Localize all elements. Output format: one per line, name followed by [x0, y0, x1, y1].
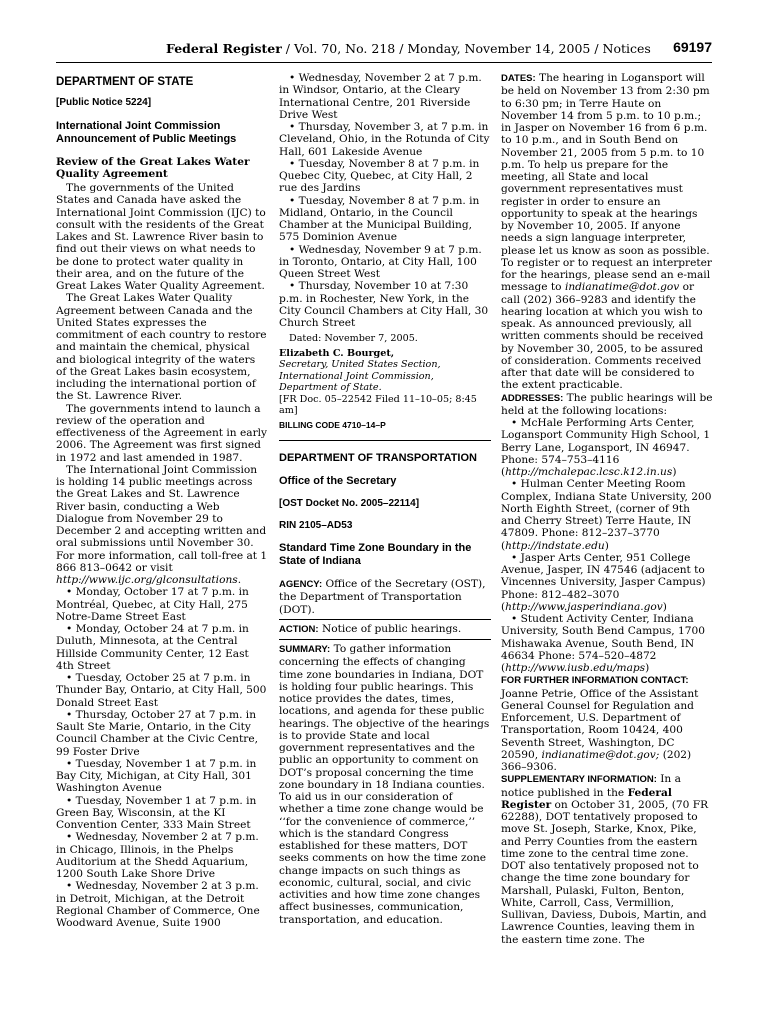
location-link[interactable]: http://www.jasperindiana.gov [505, 600, 663, 613]
page-number: 69197 [673, 39, 712, 55]
public-notice-number: [Public Notice 5224] [56, 97, 152, 109]
meeting-item: • Tuesday, November 8 at 7 p.m. in Quebec City, Quebec, at City Hall, 2 rue des Jardins [279, 157, 480, 195]
column-1 [56, 72, 268, 929]
department-heading: DEPARTMENT OF TRANSPORTATION [279, 452, 477, 464]
meeting-item: • Thursday, November 10 at 7:30 p.m. in Rochester, New York, in the City Council Chambers at City Hall, 30 Church Street [279, 280, 489, 329]
meeting-item: • Monday, October 17 at 7 p.m. in Montréal, Quebec, at City Hall, 275 Notre-Dame Street East [56, 586, 249, 623]
field-rule [279, 639, 491, 640]
agency-field: AGENCY: Office of the Secretary (OST), the Department of Transportation (DOT). [279, 578, 486, 616]
signer-title: Secretary, United States Section, International Joint Commission, Department of State. [279, 359, 441, 394]
header-rule [56, 62, 712, 63]
notice-title: International Joint Commission Announcement of Public Meetings [56, 119, 237, 145]
meeting-item: • Tuesday, November 1 at 7 p.m. in Bay City, Michigan, at City Hall, 301 Washington Avenue [56, 757, 257, 795]
further-info-field: FOR FURTHER INFORMATION CONTACT: Joanne Petrie, Office of the Assistant General Counsel for Regulation and Enforcement, U.S. Department of Transportation, Room 10424, 400 Seventh Street, Washington, DC 20590, indianatime@dot.gov; (202) 366–9306. [501, 675, 699, 773]
journal-name: Federal Register [166, 41, 282, 56]
location-item: • McHale Performing Arts Center, Logansport Community High School, 1 Berry Lane, Logansport, IN 46947. Phone: 574–753–4116 (http://mchalepac.lcsc.k12.in.us) [501, 417, 711, 478]
location-item: • Hulman Center Meeting Room Complex, Indiana State University, 200 North Eighth Street, (corner of 9th and Cherry Street) Terre Haute, IN 47809. Phone: 812–237–3770 (http://indstate.edu) [501, 478, 712, 552]
docket-number: [OST Docket No. 2005–22114] [279, 497, 420, 509]
meeting-item: • Wednesday, November 2 at 3 p.m. in Detroit, Michigan, at the Detroit Regional Chamber of Commerce, One Woodward Avenue, Suite 1900 [56, 880, 260, 929]
location-link[interactable]: http://mchalepac.lcsc.k12.in.us [505, 466, 673, 478]
header-issue: / Vol. 70, No. 218 / Monday, November 14, 2005 / Notices [281, 41, 651, 56]
meeting-item: • Tuesday, November 1 at 7 p.m. in Green Bay, Wisconsin, at the KI Convention Center, 333 Main Street [56, 794, 257, 831]
fr-doc-line: [FR Doc. 05–22542 Filed 11–10–05; 8:45 am] [279, 393, 477, 417]
addresses-field: ADDRESSES: The public hearings will be held at the following locations: [501, 391, 713, 417]
meeting-item: • Wednesday, November 2 at 7 p.m. in Chicago, Illinois, in the Phelps Auditorium at the Shedd Aquarium, 1200 South Lake Shore Drive [56, 831, 259, 880]
location-item: • Student Activity Center, Indiana University, South Bend Campus, 1700 Mishawaka Avenue, South Bend, IN 46634 Phone: 574–520–4872 (http://www.iusb.edu/maps) [501, 613, 705, 674]
notice-subheading: Review of the Great Lakes Water Quality Agreement [56, 155, 250, 180]
summary-field: SUMMARY: To gather information concerning the effects of changing time zone boundaries in Indiana, DOT is holding four public hearings. This notice provides the dates, times, locations, and agenda for these public hearings. The objective of the hearings is to provide State and local government representatives and the public an opportunity to comment on DOT’s proposal concerning the time zone boundary in 18 Indiana counties. To aid us in our consideration of whether a time zone change would be ‘‘for the convenience of commerce,’’ which is the standard Congress established for these matters, DOT seeks comments on how the time zone change impacts on such things as economic, cultural, social, and civic activities and how time zone changes affect businesses, communication, transportation, and education. [279, 643, 490, 926]
email-link[interactable]: indianatime@dot.gov; [541, 748, 660, 761]
location-item: • Jasper Arts Center, 951 College Avenue, Jasper, IN 47546 (adjacent to Vincennes University, Jasper Campus) Phone: 812–482–3070 (http://www.jasperindiana.gov) [501, 551, 706, 613]
meeting-item: • Wednesday, November 9 at 7 p.m. in Toronto, Ontario, at City Hall, 100 Queen Street West [279, 243, 482, 280]
signer-name: Elizabeth C. Bourget, [279, 347, 395, 359]
dates-field: DATES: The hearing in Logansport will be held on November 13 from 2:30 pm to 6:30 pm; in Terre Haute on November 14 from 5 p.m. to 10 p.m.; in Jasper on November 16 from 6 p.m. to 10 p.m., and in South Bend on November 21, 2005 from 5 p.m. to 10 p.m. To help us prepare for the meeting, all State and local government representatives must register in order to ensure an opportunity to speak at the hearings by November 10, 2005. If anyone needs a sign language interpreter, please let us know as soon as possible. To register or to request an interpreter for the hearings, please send an e-mail message to indianatime@dot.gov or call (202) 366–9283 and identify the hearing location at which you wish to speak. As announced previously, all written comments should be received by November 30, 2005, to be assured of consideration. Comments received after that date will be considered to the extent practicable. [501, 72, 712, 392]
meeting-item: • Thursday, November 3, at 7 p.m. in Cleveland, Ohio, in the Rotunda of City Hall, 601 Lakeside Avenue [279, 121, 490, 158]
paragraph: The governments of the United States and Canada have asked the International Joint Commission (IJC) to consult with the residents of the Great Lakes and St. Lawrence River basin to find out their views on what needs to be done to protect water quality in their area, and on the future of the Great Lakes Water Quality Agreement. [56, 182, 266, 292]
office-heading: Office of the Secretary [279, 475, 397, 488]
location-link[interactable]: http://indstate.edu [505, 539, 605, 552]
federal-register-ref: Federal Register [501, 786, 672, 811]
meeting-item: • Monday, October 24 at 7 p.m. in Duluth, Minnesota, at the Central Hillside Community Center, 12 East 4th Street [56, 623, 249, 672]
ijc-link[interactable]: http://www.ijc.org/glconsultations [56, 574, 238, 586]
paragraph: The International Joint Commission is holding 14 public meetings across the Great Lakes and St. Lawrence River basin, conducting a Web Dialogue from November 29 to December 2 and accepting written and oral submissions until November 30. For more information, call toll-free at 1 866 813–0642 or visit http://www.ijc.org/glconsultations. [56, 463, 268, 586]
location-link[interactable]: http://www.iusb.edu/maps [505, 662, 646, 674]
section-separator [279, 440, 491, 441]
action-field: ACTION: Notice of public hearings. [279, 622, 462, 635]
email-link[interactable]: indianatime@dot.gov [564, 281, 680, 294]
dated-line: Dated: November 7, 2005. [289, 333, 418, 345]
paragraph: The Great Lakes Water Quality Agreement between Canada and the United States expresses the commitment of each country to restore and maintain the chemical, physical and biological integrity of the waters of the Great Lakes basin ecosystem, including the international portion of the St. Lawrence River. [56, 292, 267, 403]
running-header [56, 38, 712, 60]
header-citation [166, 41, 651, 56]
column-3 [501, 72, 713, 946]
notice-title: Standard Time Zone Boundary in the State of Indiana [279, 542, 472, 567]
meeting-item: • Tuesday, November 8 at 7 p.m. in Midland, Ontario, in the Council Chamber at the Municipal Building, 575 Dominion Avenue [279, 194, 480, 244]
field-rule [279, 619, 491, 620]
meeting-item: • Thursday, October 27 at 7 p.m. in Sault Ste Marie, Ontario, in the City Council Chamber at the Civic Centre, 99 Foster Drive [56, 708, 258, 758]
department-heading: DEPARTMENT OF STATE [56, 76, 194, 88]
column-2 [279, 72, 491, 926]
meeting-item: • Wednesday, November 2 at 7 p.m. in Windsor, Ontario, at the Cleary International Centre, 201 Riverside Drive West [279, 72, 482, 121]
rin-number: RIN 2105–AD53 [279, 519, 353, 531]
meeting-item: • Tuesday, October 25 at 7 p.m. in Thunder Bay, Ontario, at City Hall, 500 Donald Street East [56, 672, 267, 709]
supplementary-field: SUPPLEMENTARY INFORMATION: In a notice published in the Federal Register on October 31, 2005, (70 FR 62288), DOT tentatively proposed to move St. Joseph, Starke, Knox, Pike, and Perry Counties from the eastern time zone to the central time zone. DOT also tentatively proposed not to change the time zone boundary for Marshall, Pulaski, Fulton, Benton, White, Carroll, Cass, Vermillion, Sullivan, Daviess, Dubois, Martin, and Lawrence Counties, leaving them in the eastern time zone. The [501, 773, 709, 946]
paragraph: The governments intend to launch a review of the operation and effectiveness of the Agreement in early 2006. The Agreement was first signed in 1972 and last amended in 1987. [56, 402, 268, 464]
billing-code: BILLING CODE 4710–14–P [279, 419, 386, 430]
